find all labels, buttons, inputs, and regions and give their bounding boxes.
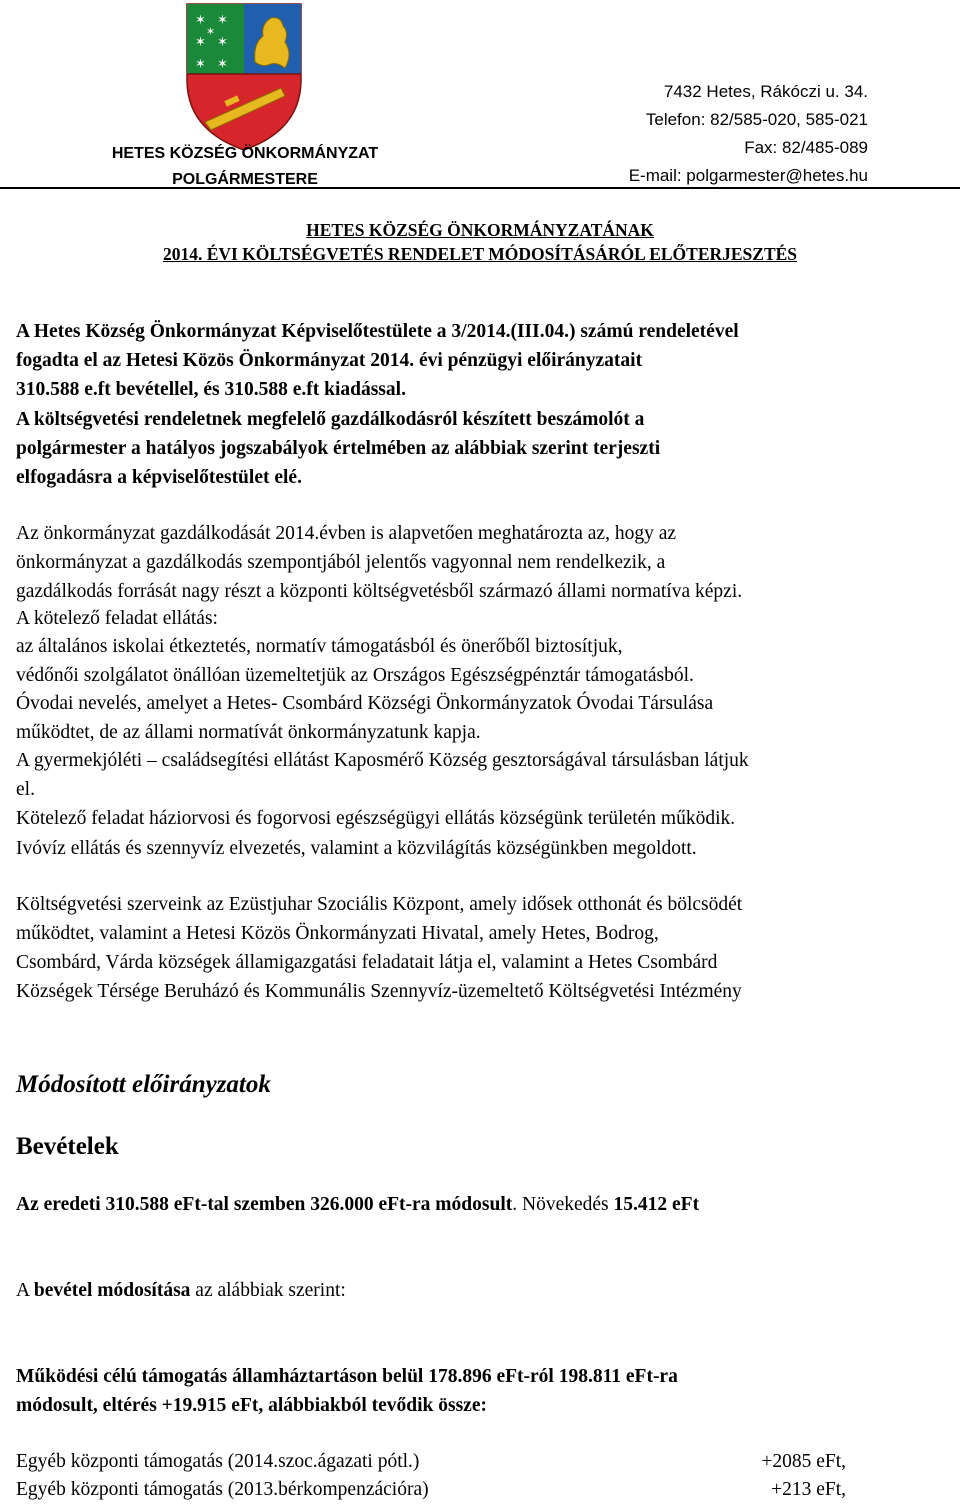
contact-block [629,78,868,190]
body-line: Óvodai nevelés, amelyet a Hetes- Csombárd Községi Önkormányzatok Óvodai Társulása [16,693,714,714]
growth-value: 15.412 eFt [613,1194,700,1215]
original-amount-line [16,1190,956,1219]
body-line: Községek Térsége Beruházó és Kommunális Szennyvíz-üzemeltető Költségvetési Intézmény [16,981,742,1002]
body-line: működtet, de az állami normatívát önkormányzatunk kapja. [16,722,481,743]
list-item [16,1447,846,1476]
svg-text:✶: ✶ [206,25,216,38]
mod-prefix: A [16,1280,34,1301]
coat-of-arms-icon [185,2,303,152]
section-title: Módosított előirányzatok [16,1071,271,1098]
body-line: Az önkormányzat gazdálkodását 2014.évben is alapvetően meghatározta az, hogy az [16,523,677,544]
svg-text:✶: ✶ [195,13,206,28]
intro-line: 310.588 e.ft bevétellel, és 310.588 e.ft kiadással. [16,379,406,400]
body-line: Kötelező feladat háziorvosi és fogorvosi egészségügyi ellátás községünk területén működik. [16,808,736,829]
support-line: Működési célú támogatás államháztartáson belül 178.896 eFt-ról 198.811 eFt-ra [16,1366,678,1387]
original-amount-text: Az eredeti 310.588 eFt-tal szemben 326.000 eFt-ra módosult [16,1194,513,1215]
period: . [512,1194,518,1215]
header-divider [0,187,960,189]
body-line: működtet, valamint a Hetesi Közös Önkormányzati Hivatal, amely Hetes, Bodrog, [16,923,659,944]
org-name-line1: HETES KÖZSÉG ÖNKORMÁNYZAT [111,145,379,162]
title-line1: HETES KÖZSÉG ÖNKORMÁNYZATÁNAK [306,220,654,240]
list-item [16,1475,846,1504]
item-label: Egyéb központi támogatás (2013.bérkompenzációra) [16,1479,429,1500]
org-name [100,141,390,193]
body-line: önkormányzat a gazdálkodás szempontjából jelentős vagyonnal nem rendelkezik, a [16,552,666,573]
svg-text:✶: ✶ [217,13,228,28]
mod-suffix: az alábbiak szerint: [190,1280,346,1301]
phone: Telefon: 82/585-020, 585-021 [645,110,868,129]
svg-text:✶: ✶ [217,57,228,72]
section-subtitle: Bevételek [16,1133,119,1160]
svg-text:✶: ✶ [217,35,228,50]
mod-bold: bevétel módosítása [33,1280,191,1301]
intro-line: A Hetes Község Önkormányzat Képviselőtestülete a 3/2014.(III.04.) számú rendeletével [16,321,739,342]
document-title [0,218,960,266]
body-line: Csombárd, Várda községek államigazgatási feladatait látja el, valamint a Hetes Csombárd [16,952,718,973]
svg-text:✶: ✶ [195,35,206,50]
body-line: A kötelező feladat ellátás: [16,608,218,629]
body-line: el. [16,779,35,800]
body-line: Költségvetési szerveink az Ezüstjuhar Szociális Központ, amely idősek otthonát és bölcsödét [16,894,743,915]
growth-label: Növekedés [517,1194,614,1215]
email: E-mail: polgarmester@hetes.hu [628,166,868,185]
support-line: módosult, eltérés +19.915 eFt, alábbiakból tevődik össze: [16,1395,487,1416]
svg-text:✶: ✶ [195,57,206,72]
body-line: Ivóvíz ellátás és szennyvíz elvezetés, valamint a közvilágítás községünkben megoldott. [16,838,697,859]
intro-line: A költségvetési rendeletnek megfelelő gazdálkodásról készített beszámolót a [16,409,645,430]
address: 7432 Hetes, Rákóczi u. 34. [663,82,868,101]
body-line: védőnői szolgálatot önállóan üzemeltetjük az Országos Egészségpénztár támogatásból. [16,665,694,686]
intro-line: polgármester a hatályos jogszabályok értelmében az alábbiak szerint terjeszti [16,438,661,459]
intro-line: fogadta el az Hetesi Közös Önkormányzat 2014. évi pénzügyi előirányzatait [16,350,643,371]
body-line: gazdálkodás forrását nagy részt a központi költségvetésből származó állami normatíva képzi. [16,581,743,602]
body-line: A gyermekjóléti – családsegítési ellátást Kaposmérő Község gesztorságával társulásban látjuk [16,750,749,771]
item-amount: +2085 eFt, [761,1451,846,1472]
item-label: Egyéb központi támogatás (2014.szoc.ágazati pótl.) [16,1451,420,1472]
fax: Fax: 82/485-089 [744,138,868,157]
intro-line: elfogadásra a képviselőtestület elé. [16,467,302,488]
title-line2: 2014. ÉVI KÖLTSÉGVETÉS RENDELET MÓDOSÍTÁSÁRÓL ELŐTERJESZTÉS [162,244,798,264]
modification-intro [16,1276,956,1305]
org-name-line2: POLGÁRMESTERE [172,171,318,188]
body-line: az általános iskolai étkeztetés, normatív támogatásból és önerőből biztosítjuk, [16,636,623,657]
item-amount: +213 eFt, [771,1479,846,1500]
